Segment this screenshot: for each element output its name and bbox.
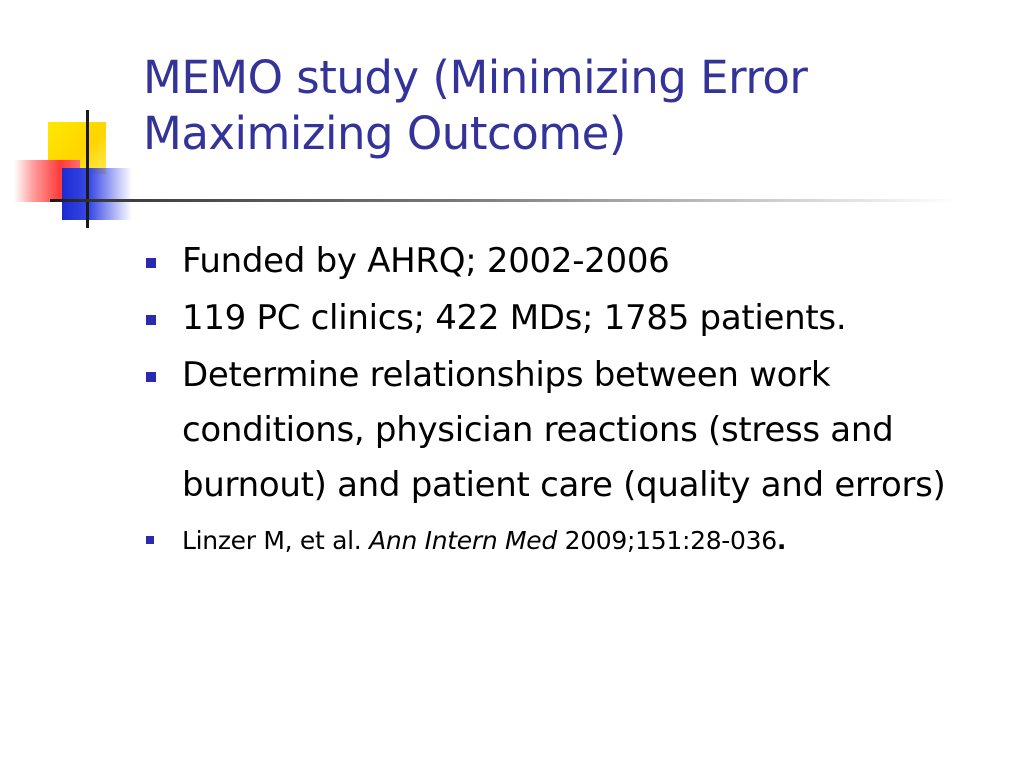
bullet-square-icon [146, 536, 154, 544]
citation-journal: Ann Intern Med [369, 526, 557, 555]
bullet-item-funding [142, 234, 1002, 289]
title-underline [50, 199, 960, 202]
bullet-text: 119 PC clinics; 422 MDs; 1785 patients. [182, 298, 847, 338]
citation-period: . [776, 526, 787, 555]
bullet-square-icon [146, 315, 156, 325]
bullet-item-citation [142, 521, 1002, 561]
bullet-text: Determine relationships between work conditions, physician reactions (stress and burnout) and patient care (quality and errors) [182, 355, 946, 505]
slide-title-line-2: Maximizing Outcome) [143, 107, 626, 160]
slide-title [143, 50, 1003, 162]
bullet-list [142, 234, 1002, 561]
slide-title-line-1: MEMO study (Minimizing Error [143, 51, 808, 104]
bullet-square-icon [146, 258, 156, 268]
citation-details: 2009;151:28-036 [556, 526, 777, 555]
logo-blue-square [62, 168, 132, 220]
bullet-item-sample [142, 291, 1002, 346]
bullet-item-aim [142, 348, 1002, 513]
bullet-text: Funded by AHRQ; 2002-2006 [182, 241, 670, 281]
bullet-square-icon [146, 372, 156, 382]
citation-author: Linzer M, et al. [182, 526, 370, 555]
logo-vertical-line [86, 110, 89, 228]
